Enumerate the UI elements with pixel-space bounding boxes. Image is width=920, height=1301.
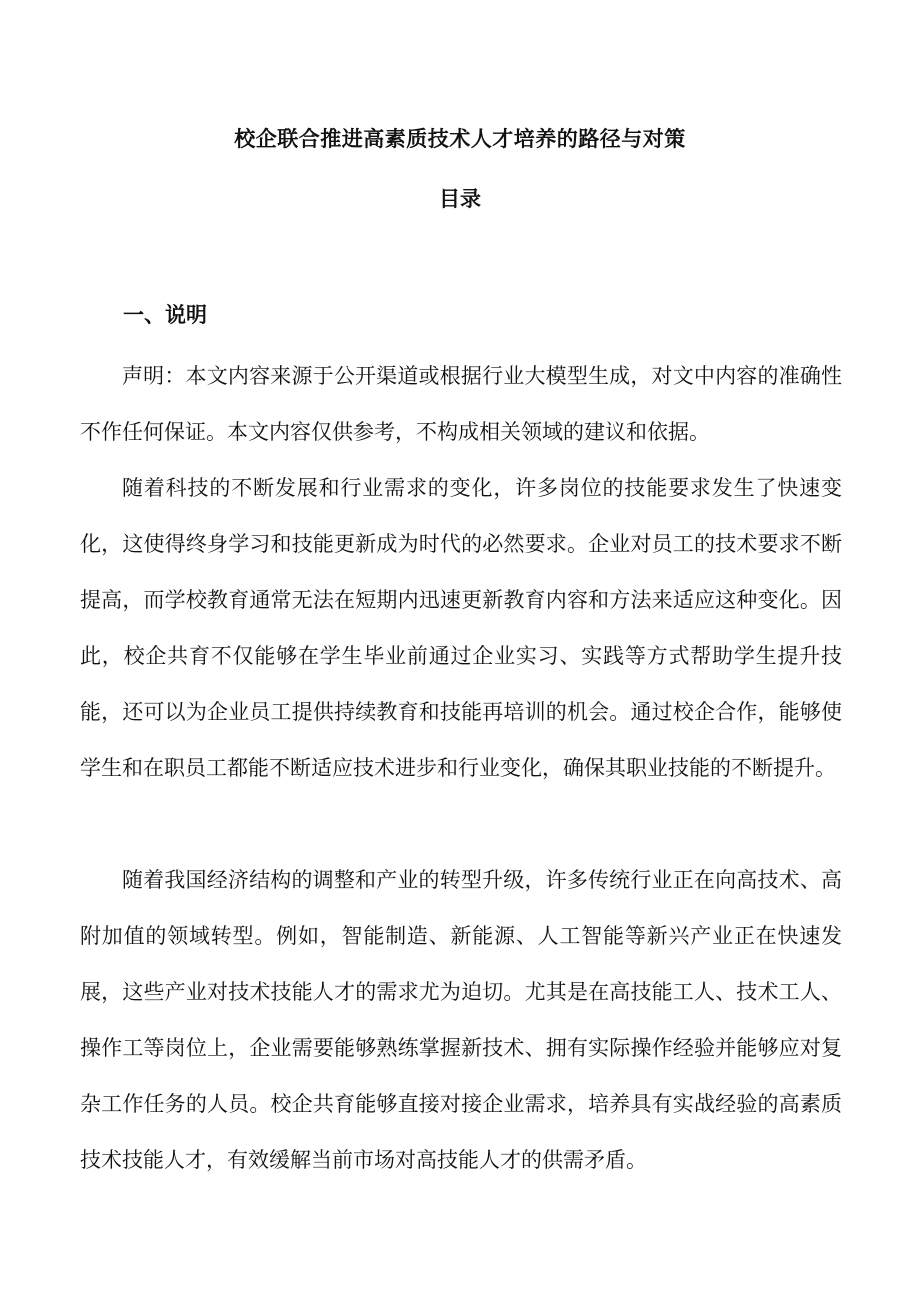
toc-heading: 目录: [439, 186, 481, 211]
section-heading: 一、说明: [123, 302, 207, 327]
paragraph-skills-change: 随着科技的不断发展和行业需求的变化，许多岗位的技能要求发生了快速变化，这使得终身学习和技能更新成为时代的必然要求。企业对员工的技术要求不断提高，而学校教育通常无法在短期内迅速更新教育内容和方法来适应这种变化。因此，校企共育不仅能够在学生毕业前通过企业实习、实践等方式帮助学生提升技能，还可以为企业员工提供持续教育和技能再培训的机会。通过校企合作，能够使学生和在职员工都能不断适应技术进步和行业变化，确保其职业技能的不断提升。: [80, 476, 842, 780]
paragraph-disclaimer: 声明：本文内容来源于公开渠道或根据行业大模型生成，对文中内容的准确性不作任何保证。本文内容仅供参考，不构成相关领域的建议和依据。: [80, 364, 842, 444]
document-title: 校企联合推进高素质技术人才培养的路径与对策: [234, 126, 686, 151]
paragraph-industry-transformation: 随着我国经济结构的调整和产业的转型升级，许多传统行业正在向高技术、高附加值的领域转型。例如，智能制造、新能源、人工智能等新兴产业正在快速发展，这些产业对技术技能人才的需求尤为迫切。尤其是在高技能工人、技术工人、操作工等岗位上，企业需要能够熟练掌握新技术、拥有实际操作经验并能够应对复杂工作任务的人员。校企共育能够直接对接企业需求，培养具有实战经验的高素质技术技能人才，有效缓解当前市场对高技能人才的供需矛盾。: [80, 868, 842, 1172]
